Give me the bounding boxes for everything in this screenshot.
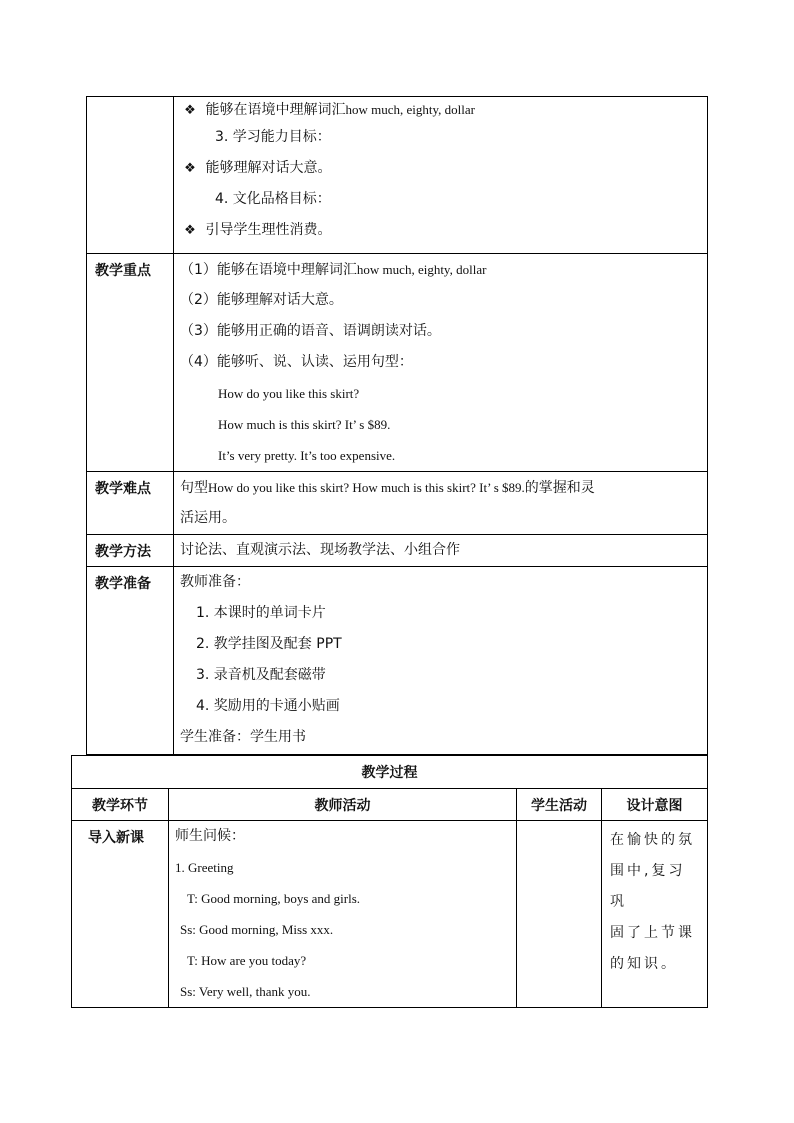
- header-teacher-activity: 教师活动: [169, 789, 517, 821]
- sentence-pattern-3: It’s very pretty. It’s too expensive.: [218, 448, 396, 463]
- teacher-prep-heading: 教师准备：: [180, 574, 250, 590]
- process-row-lead-in: [72, 821, 708, 1008]
- student-activity-cell: [517, 821, 602, 1008]
- diamond-bullet-icon: ❖: [184, 103, 196, 118]
- objective-bullet-3: ❖ 引导学生理性消费。: [179, 215, 707, 246]
- teaching-process-table: [71, 755, 708, 1008]
- preparation-label: 教学准备: [87, 567, 174, 755]
- key-points-content: （1）能够在语境中理解词汇how much, eighty, dollar （2）能够理解对话大意。 （3）能够用正确的语音、语调朗读对话。 （4）能够听、说、认读、运用句型： How do you like this skirt? How much is this skirt? It’ s $89. It’s very pretty. It’s too expensive.: [174, 254, 708, 472]
- header-student-activity: 学生活动: [517, 789, 602, 821]
- objective-bullet-2: ❖ 能够理解对话大意。: [179, 153, 707, 184]
- objectives-row: [87, 97, 708, 254]
- key-points-label: 教学重点: [87, 254, 174, 472]
- process-title: 教学过程: [72, 756, 708, 789]
- key-points-row: [87, 254, 708, 472]
- diamond-bullet-icon: ❖: [184, 223, 196, 238]
- lesson-plan-table: [86, 96, 708, 755]
- methods-row: [87, 535, 708, 567]
- teacher-activity-cell: 师生问候： 1. Greeting T: Good morning, boys and girls. Ss: Good morning, Miss xxx. T: How are you today? Ss: Very well, thank you.: [169, 821, 517, 1008]
- methods-label: 教学方法: [87, 535, 174, 567]
- difficulties-content: 句型How do you like this skirt? How much is this skirt? It’ s $89.的掌握和灵 活运用。: [174, 472, 708, 535]
- difficulties-row: [87, 472, 708, 535]
- prep-item: 3. 录音机及配套磁带: [196, 667, 326, 683]
- design-intent-cell: 在愉快的氛 围中,复习巩 固了上节课 的知识。: [602, 821, 708, 1008]
- prep-item: 4. 奖励用的卡通小贴画: [196, 698, 340, 714]
- student-prep: 学生准备：学生用书: [180, 729, 306, 745]
- process-header-row: [72, 789, 708, 821]
- sentence-pattern-1: How do you like this skirt?: [218, 386, 360, 401]
- stage-lead-in: 导入新课: [72, 821, 169, 1008]
- key-point-2: （2）能够理解对话大意。: [180, 292, 343, 308]
- sentence-pattern-2: How much is this skirt? It’ s $89.: [218, 417, 391, 432]
- difficulties-label: 教学难点: [87, 472, 174, 535]
- objective-bullet-1: ❖ 能够在语境中理解词汇how much, eighty, dollar: [179, 97, 707, 122]
- header-stage: 教学环节: [72, 789, 169, 821]
- preparation-row: [87, 567, 708, 755]
- header-design-intent: 设计意图: [602, 789, 708, 821]
- prep-item: 2. 教学挂图及配套 PPT: [196, 636, 342, 652]
- prep-item: 1. 本课时的单词卡片: [196, 605, 326, 621]
- key-point-3: （3）能够用正确的语音、语调朗读对话。: [180, 323, 441, 339]
- objectives-content-cell: [174, 97, 708, 254]
- process-title-row: [72, 756, 708, 789]
- objective-heading-3: 3. 学习能力目标：: [215, 129, 331, 145]
- key-point-4: （4）能够听、说、认读、运用句型：: [180, 354, 413, 370]
- diamond-bullet-icon: ❖: [184, 161, 196, 176]
- preparation-content: [174, 567, 708, 755]
- objective-heading-4: 4. 文化品格目标：: [215, 191, 331, 207]
- objectives-label-cell: [87, 97, 174, 254]
- methods-content: 讨论法、直观演示法、现场教学法、小组合作: [174, 535, 708, 567]
